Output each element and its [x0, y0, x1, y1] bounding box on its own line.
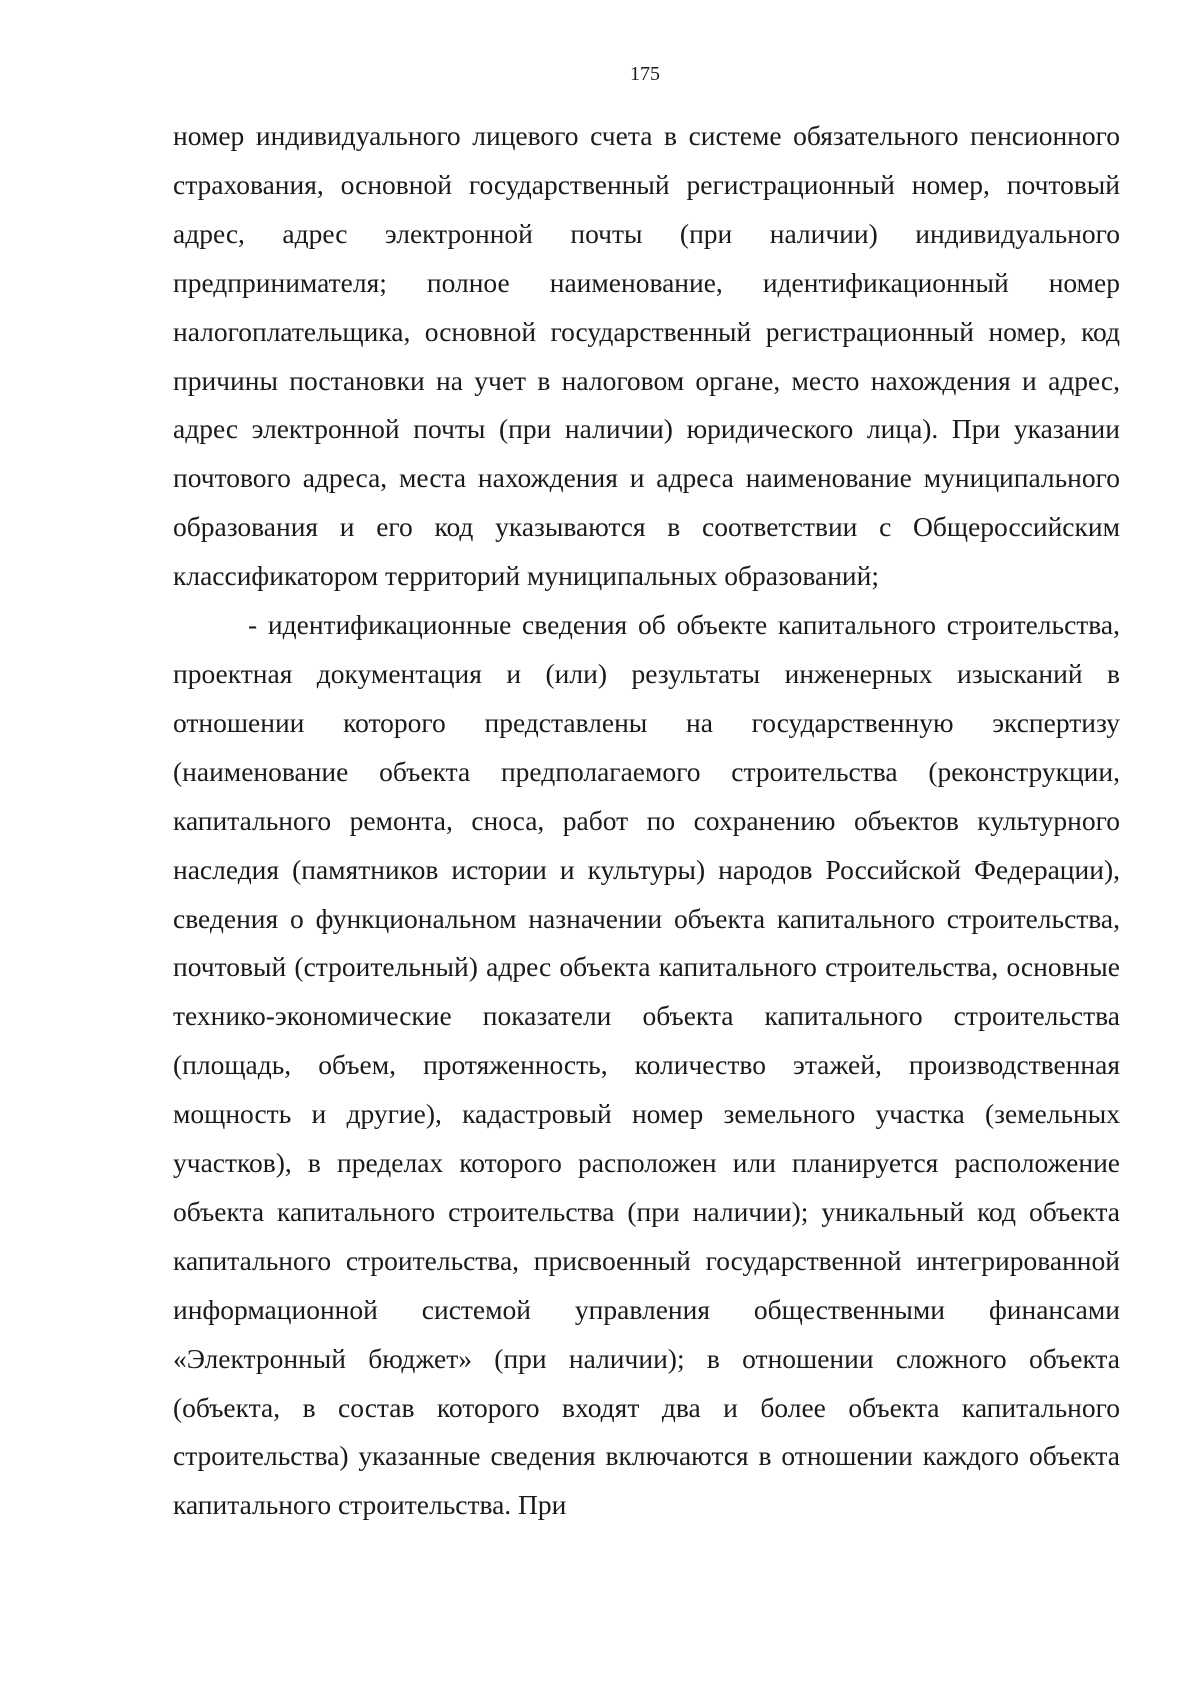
paragraph-continuation: номер индивидуального лицевого счета в системе обязательного пенсионного страхования, основной государственный регистрационный номер, почтовый адрес, адрес электронной почты (при наличии) индивидуального предпринимателя; полное наименование, идентификационный номер налогоплательщика, основной государственный регистрационный номер, код причины постановки на учет в налоговом органе, место нахождения и адрес, адрес электронной почты (при наличии) юридического лица). При указании почтового адреса, места нахождения и адреса наименование муниципального образования и его код указываются в соответствии с Общероссийским классификатором территорий муниципальных образований;	[173, 120, 1120, 592]
page-number: 175	[630, 63, 660, 85]
paragraph-list-item: - идентификационные сведения об объекте капитального строительства, проектная документация и (или) результаты инженерных изысканий в отношении которого представлены на государственную экспертизу (наименование объекта предполагаемого строительства (реконструкции, капитального ремонта, сноса, работ по сохранению объектов культурного наследия (памятников истории и культуры) народов Российской Федерации), сведения о функциональном назначении объекта капитального строительства, почтовый (строительный) адрес объекта капитального строительства, основные технико-экономические показатели объекта капитального строительства (площадь, объем, протяженность, количество этажей, производственная мощность и другие), кадастровый номер земельного участка (земельных участков), в пределах которого расположен или планируется расположение объекта капитального строительства (при наличии); уникальный код объекта капитального строительства, присвоенный государственной интегрированной информационной системой управления общественными финансами «Электронный бюджет» (при наличии); в отношении сложного объекта (объекта, в состав которого входят два и более объекта капитального строительства) указанные сведения включаются в отношении каждого объекта капитального строительства. При	[173, 609, 1120, 1521]
body-text	[173, 112, 1120, 1530]
